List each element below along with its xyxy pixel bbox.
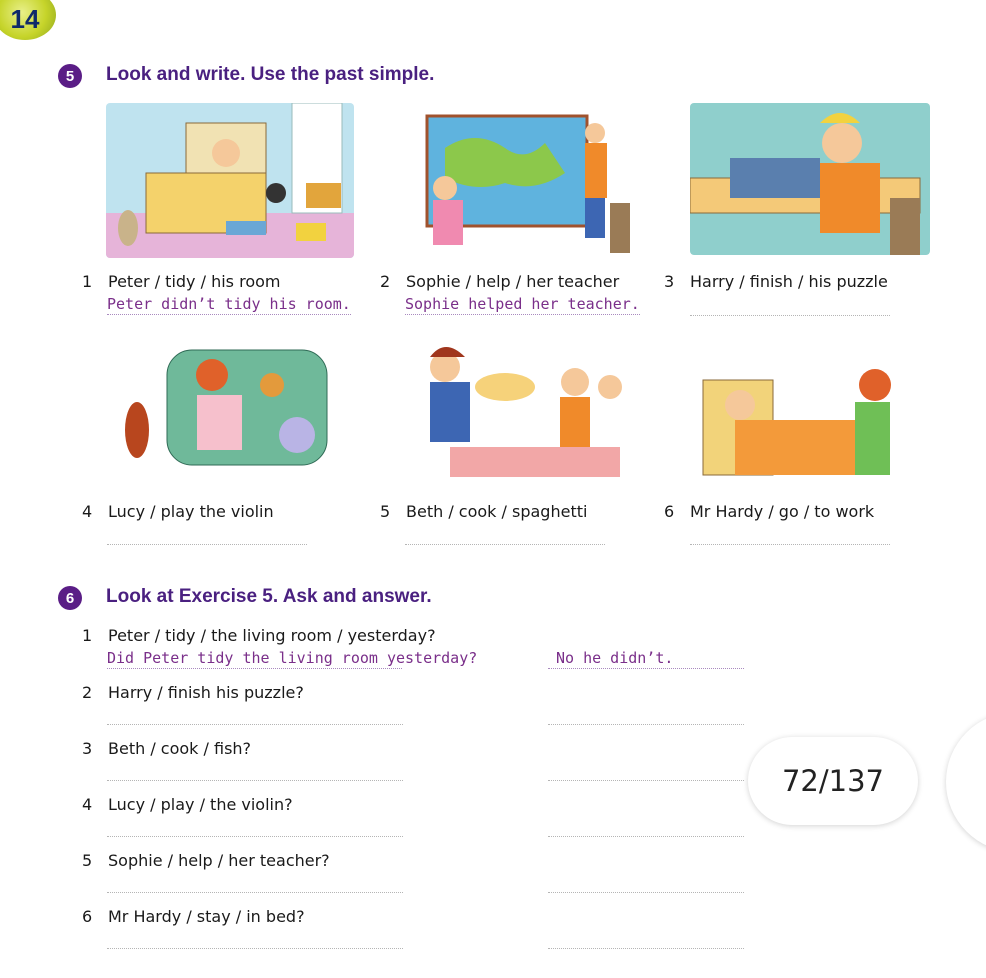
ex6-num-3: 3 (82, 739, 93, 758)
picture-peter-room (106, 103, 354, 258)
ex6-prompt-text-6: Mr Hardy / stay / in bed? (108, 907, 305, 926)
picture-harry-puzzle (690, 103, 930, 255)
ex5-answer-2: Sophie helped her teacher. (405, 295, 640, 313)
page-number: 14 (10, 3, 40, 34)
exercise-6-title: Look at Exercise 5. Ask and answer. (106, 586, 432, 607)
ex5-num-4: 4 (82, 502, 93, 521)
exercise-5-number-text: 5 (65, 67, 75, 85)
ex6-answer-line-2[interactable] (548, 724, 744, 725)
ex5-num-1: 1 (82, 272, 93, 291)
ex6-prompt-2 (82, 683, 304, 702)
ex5-answer-line-6[interactable] (690, 544, 890, 545)
ex6-question-line-4[interactable] (107, 836, 403, 837)
ex5-prompt-1 (82, 272, 280, 291)
ex5-prompt-text-3: Harry / finish / his puzzle (690, 272, 888, 291)
ex6-prompt-5 (82, 851, 330, 870)
exercise-5-number (58, 64, 82, 88)
ex6-num-6: 6 (82, 907, 93, 926)
picture-mr-hardy-bed (695, 350, 910, 478)
ex5-prompt-text-6: Mr Hardy / go / to work (690, 502, 875, 521)
ex6-prompt-1 (82, 626, 436, 645)
ex6-num-2: 2 (82, 683, 93, 702)
ex5-prompt-text-1: Peter / tidy / his room (108, 272, 281, 291)
ex5-prompt-3 (664, 272, 888, 291)
page-number-badge (0, 0, 56, 40)
ex6-prompt-text-3: Beth / cook / fish? (108, 739, 252, 758)
ex5-prompt-text-5: Beth / cook / spaghetti (406, 502, 588, 521)
ex5-num-5: 5 (380, 502, 391, 521)
ex6-prompt-text-5: Sophie / help / her teacher? (108, 851, 330, 870)
picture-beth-spaghetti (410, 337, 632, 477)
ex5-answer-1: Peter didn’t tidy his room. (107, 295, 351, 313)
picture-lucy-violin (112, 340, 352, 475)
ex5-prompt-6 (664, 502, 874, 521)
ex5-prompt-text-2: Sophie / help / her teacher (406, 272, 620, 291)
ex6-question-line-5[interactable] (107, 892, 403, 893)
ex5-num-2: 2 (380, 272, 391, 291)
next-page-button[interactable] (946, 712, 986, 852)
ex5-prompt-5 (380, 502, 587, 521)
ex6-prompt-text-2: Harry / finish his puzzle? (108, 683, 304, 702)
ex5-prompt-text-4: Lucy / play the violin (108, 502, 274, 521)
ex5-answer-line-5[interactable] (405, 544, 605, 545)
ex6-prompt-text-4: Lucy / play / the violin? (108, 795, 293, 814)
ex5-num-3: 3 (664, 272, 675, 291)
picture-sophie-teacher (405, 108, 635, 258)
ex6-question-1: Did Peter tidy the living room yesterday? (107, 649, 478, 667)
ex5-num-6: 6 (664, 502, 675, 521)
ex5-prompt-4 (82, 502, 274, 521)
ex6-num-5: 5 (82, 851, 93, 870)
exercise-5-title: Look and write. Use the past simple. (106, 64, 435, 85)
ex6-question-line-3[interactable] (107, 780, 403, 781)
ex6-prompt-text-1: Peter / tidy / the living room / yesterday? (108, 626, 436, 645)
ex5-answer-line-4[interactable] (107, 544, 307, 545)
ex6-answer-line-6[interactable] (548, 948, 744, 949)
exercise-6-number-text: 6 (65, 589, 75, 607)
ex6-prompt-4 (82, 795, 293, 814)
ex6-question-line-6[interactable] (107, 948, 403, 949)
ex6-num-1: 1 (82, 626, 93, 645)
ex6-prompt-6 (82, 907, 305, 926)
ex6-answer-line-5[interactable] (548, 892, 744, 893)
ex6-answer-line-3[interactable] (548, 780, 744, 781)
ex6-answer-1: No he didn’t. (548, 649, 744, 669)
ex6-prompt-3 (82, 739, 251, 758)
ex5-answer-line-3[interactable] (690, 315, 890, 316)
page-counter: 72/137 (748, 737, 918, 825)
ex6-answer-line-4[interactable] (548, 836, 744, 837)
ex6-question-line-2[interactable] (107, 724, 403, 725)
ex5-prompt-2 (380, 272, 619, 291)
ex6-num-4: 4 (82, 795, 93, 814)
exercise-6-number (58, 586, 82, 610)
